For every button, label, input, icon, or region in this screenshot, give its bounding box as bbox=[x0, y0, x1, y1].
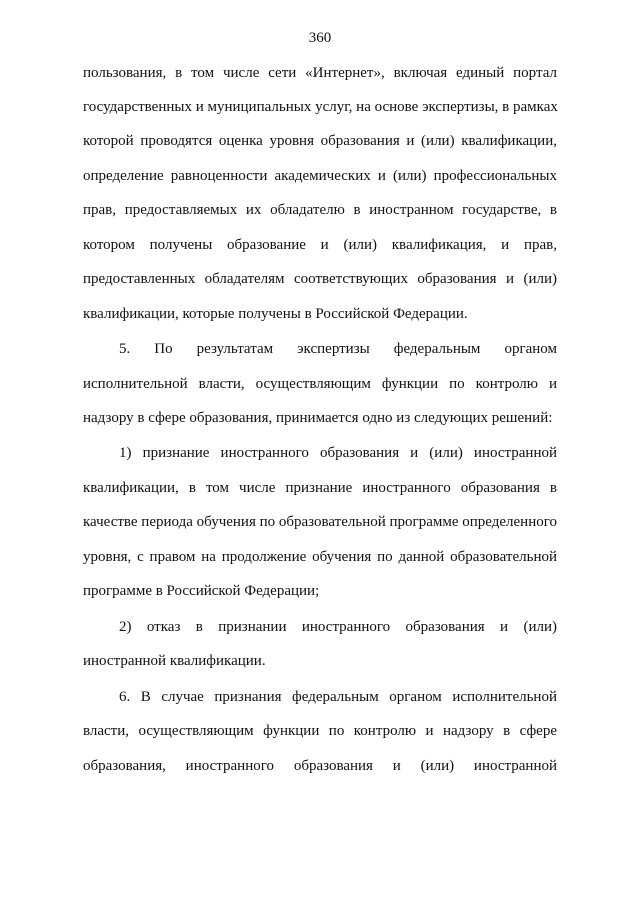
text-line: которой проводятся оценка уровня образования и (или) квалификации, bbox=[83, 133, 557, 149]
text-line: пользования, в том числе сети «Интернет», включая единый портал bbox=[83, 65, 557, 81]
text-line: власти, осуществляющим функции по контролю и надзору в сфере bbox=[83, 723, 557, 739]
text-line: определение равноценности академических и (или) профессиональных bbox=[83, 168, 557, 184]
page-number: 360 bbox=[308, 30, 332, 46]
text-line: уровня, с правом на продолжение обучения по данной образовательной bbox=[83, 549, 557, 565]
paragraph-start-line: 6. В случае признания федеральным органом исполнительной bbox=[119, 689, 557, 705]
text-line: иностранной квалификации. bbox=[83, 653, 266, 669]
text-line: программе в Российской Федерации; bbox=[83, 583, 320, 599]
text-line: образования, иностранного образования и (или) иностранной bbox=[83, 758, 557, 774]
text-line: качестве периода обучения по образовательной программе определенного bbox=[83, 514, 557, 530]
text-line: квалификации, в том числе признание иностранного образования в bbox=[83, 480, 557, 496]
text-line: исполнительной власти, осуществляющим функции по контролю и bbox=[83, 376, 557, 392]
text-line: надзору в сфере образования, принимается одно из следующих решений: bbox=[83, 410, 553, 426]
text-line: прав, предоставляемых их обладателю в иностранном государстве, в bbox=[83, 202, 557, 218]
text-line: квалификации, которые получены в Российской Федерации. bbox=[83, 306, 468, 322]
paragraph-start-line: 5. По результатам экспертизы федеральным органом bbox=[119, 341, 557, 357]
text-line: предоставленных обладателям соответствующих образования и (или) bbox=[83, 271, 557, 287]
paragraph-start-line: 2) отказ в признании иностранного образования и (или) bbox=[119, 619, 557, 635]
text-line: котором получены образование и (или) квалификация, и прав, bbox=[83, 237, 557, 253]
text-line: государственных и муниципальных услуг, на основе экспертизы, в рамках bbox=[83, 99, 558, 115]
paragraph-start-line: 1) признание иностранного образования и (или) иностранной bbox=[119, 445, 557, 461]
